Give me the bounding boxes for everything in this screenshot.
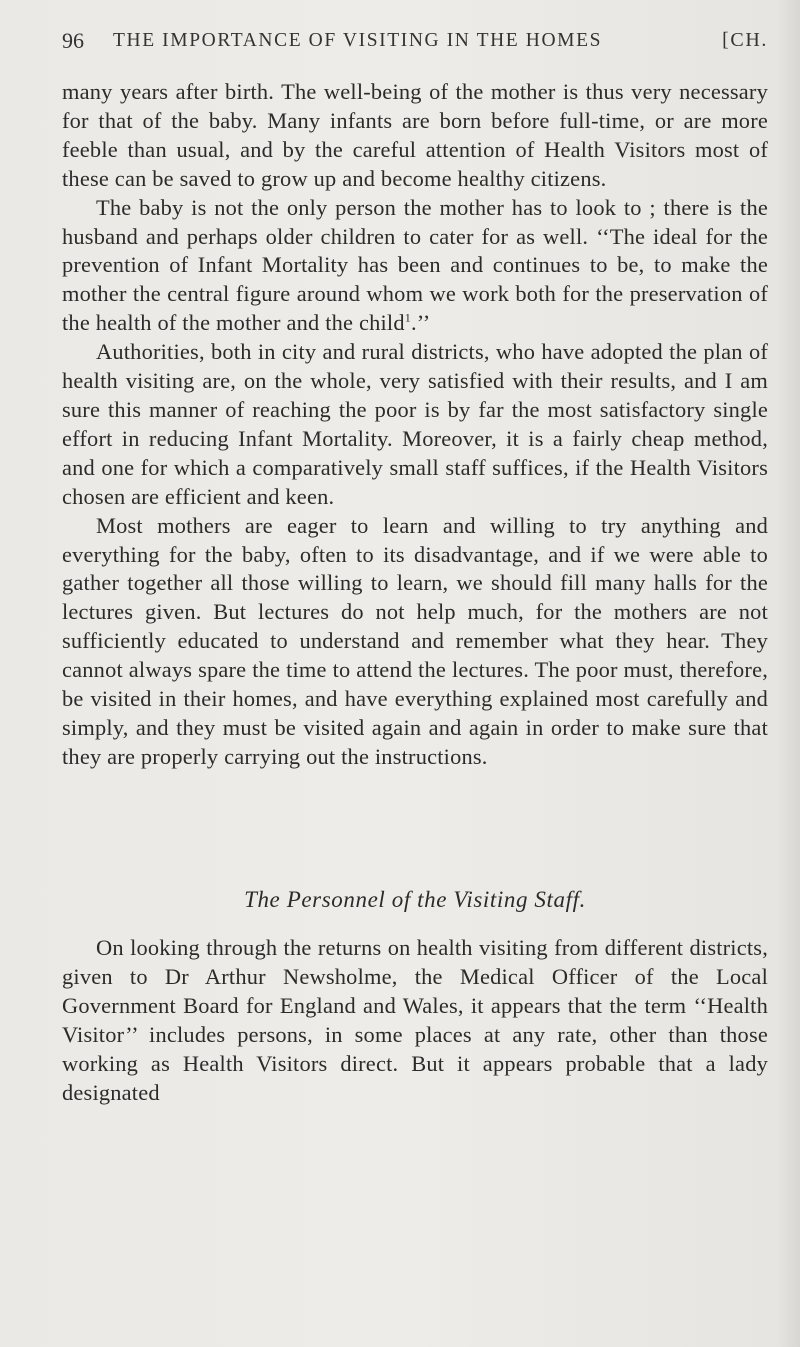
- section-paragraph-1: On looking through the returns on health visiting from different districts, given to Dr Arthur Newsholme, the Medical Officer of the Local Government Board for England and Wales, it appears that the term ‘‘Health Visitor’’ includes persons, in some places at any rate, other than those working as Health Visitors direct. But it appears probable that a lady designated: [62, 935, 768, 1105]
- section-body-text: [62, 934, 768, 1107]
- section-heading: The Personnel of the Visiting Staff.: [244, 887, 586, 912]
- chapter-mark: [CH.: [722, 29, 768, 51]
- footnote-mark: 1: [404, 310, 411, 325]
- quote-close: .’’: [410, 310, 431, 336]
- page-number: 96: [62, 28, 84, 53]
- paragraph-1: many years after birth. The well-being of the mother is thus very necessary for that of the baby. Many infants are born before full-time, or are more feeble than usual, and by the careful attention of Health Visitors most of these can be saved to grow up and become healthy citizens.: [62, 79, 768, 191]
- running-header: [62, 28, 768, 56]
- paragraph-3: Authorities, both in city and rural districts, who have adopted the plan of health visiting are, on the whole, very satisfied with their results, and I am sure this manner of reaching the poor is by far the most satisfactory single effort in reducing Infant Mortality. Moreover, it is a fairly cheap method, and one for which a comparatively small staff suffices, if the Health Visitors chosen are efficient and keen.: [62, 339, 768, 509]
- running-title: THE IMPORTANCE OF VISITING IN THE HOMES: [113, 30, 603, 51]
- paragraph-2-text: The baby is not the only person the mother has to look to ; there is the husband and perhaps older children to cater for as well. ‘‘The ideal for the prevention of Infant Mortality has been and continues to be, to make the mother the central figure around whom we work both for the preservation of the health of the mother and the child: [62, 194, 768, 336]
- paragraph-4: Most mothers are eager to learn and willing to try anything and everything for the baby, often to its disadvantage, and if we were able to gather together all those willing to learn, we should fill many halls for the lectures given. But lectures do not help much, for the mothers are not sufficiently educated to understand and remember what they hear. They cannot always spare the time to attend the lectures. The poor must, therefore, be visited in their homes, and have everything explained most carefully and simply, and they must be visited again and again in order to make sure that they are properly carrying out the instructions.: [62, 512, 768, 769]
- body-text: [62, 78, 768, 772]
- paragraph-2: [62, 194, 768, 339]
